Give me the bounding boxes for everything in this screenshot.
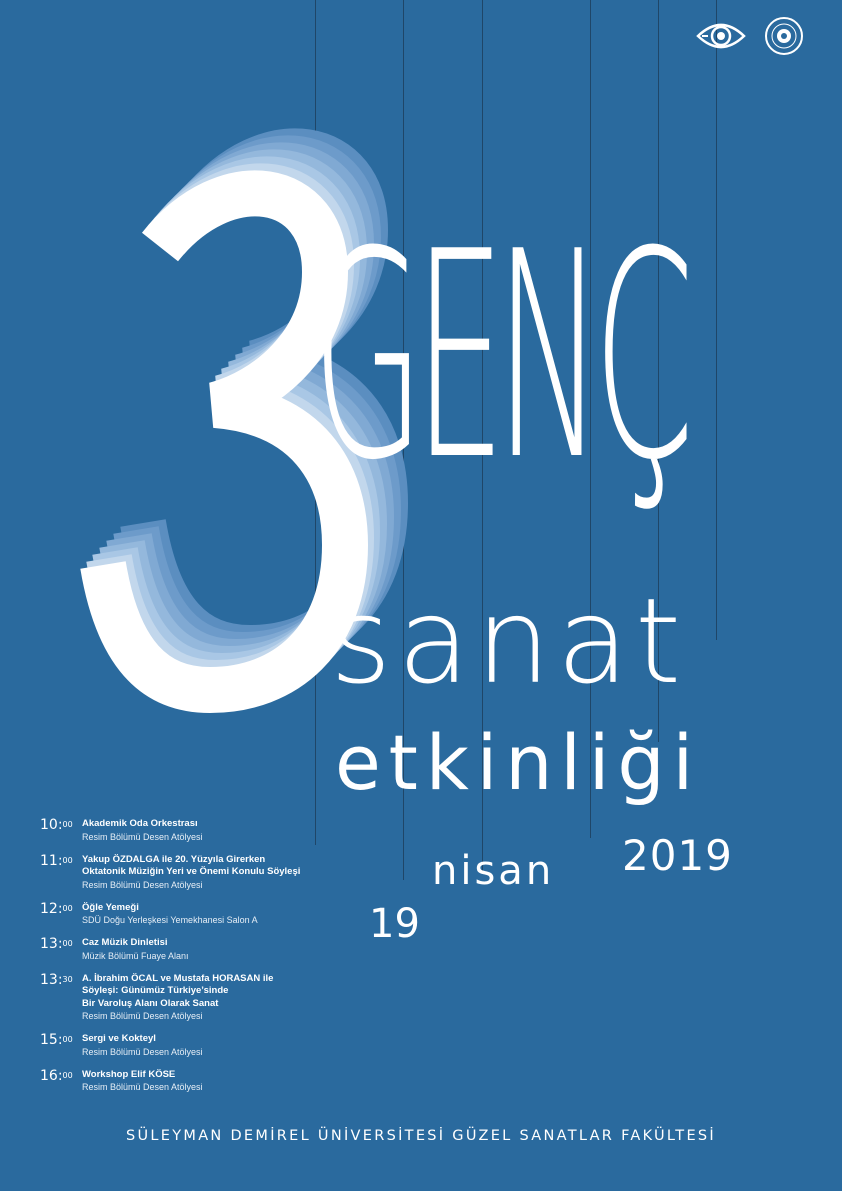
schedule-item: [40, 1069, 370, 1094]
schedule-time: 10:$^{00}$: [40, 817, 73, 833]
schedule-location: SDÜ Doğu Yerleşkesi Yemekhanesi Salon A: [82, 915, 258, 925]
title-line2: sanat: [330, 572, 688, 710]
date-day: 19: [369, 901, 420, 947]
footer-institution: SÜLEYMAN DEMİREL ÜNİVERSİTESİ GÜZEL SANATLAR FAKÜLTESİ: [125, 1128, 717, 1144]
schedule-title: Caz Müzik Dinletisi: [82, 937, 168, 948]
schedule-title: Öğle Yemeği: [82, 901, 139, 913]
schedule-title: Workshop Elif KÖSE: [82, 1068, 176, 1080]
schedule-item: [40, 818, 370, 843]
schedule-location: Resim Bölümü Desen Atölyesi: [82, 1046, 203, 1057]
schedule-title: A. İbrahim ÖCAL ve Mustafa HORASAN ile Söyleşi: Günümüz Türkiye’sinde Bir Varoluş Alanı Olarak Sanat: [82, 972, 274, 1009]
schedule-list: [40, 818, 370, 1104]
schedule-location: Resim Bölümü Desen Atölyesi: [82, 1011, 203, 1021]
schedule-location: Resim Bölümü Desen Atölyesi: [82, 831, 203, 842]
schedule-title: Sergi ve Kokteyl: [82, 1033, 156, 1044]
schedule-title: Akademik Oda Orkestrası: [82, 818, 198, 829]
schedule-title: Yakup ÖZDALGA ile 20. Yüzyıla Girerken Oktatonik Müziğin Yeri ve Önemi Konulu Söyleşi: [82, 853, 301, 877]
schedule-location: Resim Bölümü Desen Atölyesi: [82, 1082, 203, 1092]
schedule-location: Resim Bölümü Desen Atölyesi: [82, 879, 203, 890]
schedule-item: [40, 902, 370, 927]
schedule-time: 11:$^{00}$: [40, 852, 73, 869]
schedule-time: 12:$^{00}$: [40, 900, 73, 917]
schedule-time: 16:$^{00}$: [40, 1067, 73, 1084]
schedule-time: 13:$^{30}$: [40, 971, 73, 988]
title-line3: etkinliği: [335, 718, 701, 807]
schedule-item: [40, 973, 370, 1023]
title-line1-text: GENÇ: [312, 190, 684, 523]
schedule-item: [40, 854, 370, 891]
schedule-time: 13:$^{00}$: [40, 936, 73, 952]
date-year: 2019: [622, 831, 733, 880]
schedule-item: [40, 937, 370, 962]
title-line1: [312, 186, 692, 566]
date-month: nisan: [432, 848, 555, 894]
schedule-location: Müzik Bölümü Fuaye Alanı: [82, 950, 189, 961]
schedule-item: [40, 1033, 370, 1058]
schedule-time: 15:$^{00}$: [40, 1032, 73, 1048]
